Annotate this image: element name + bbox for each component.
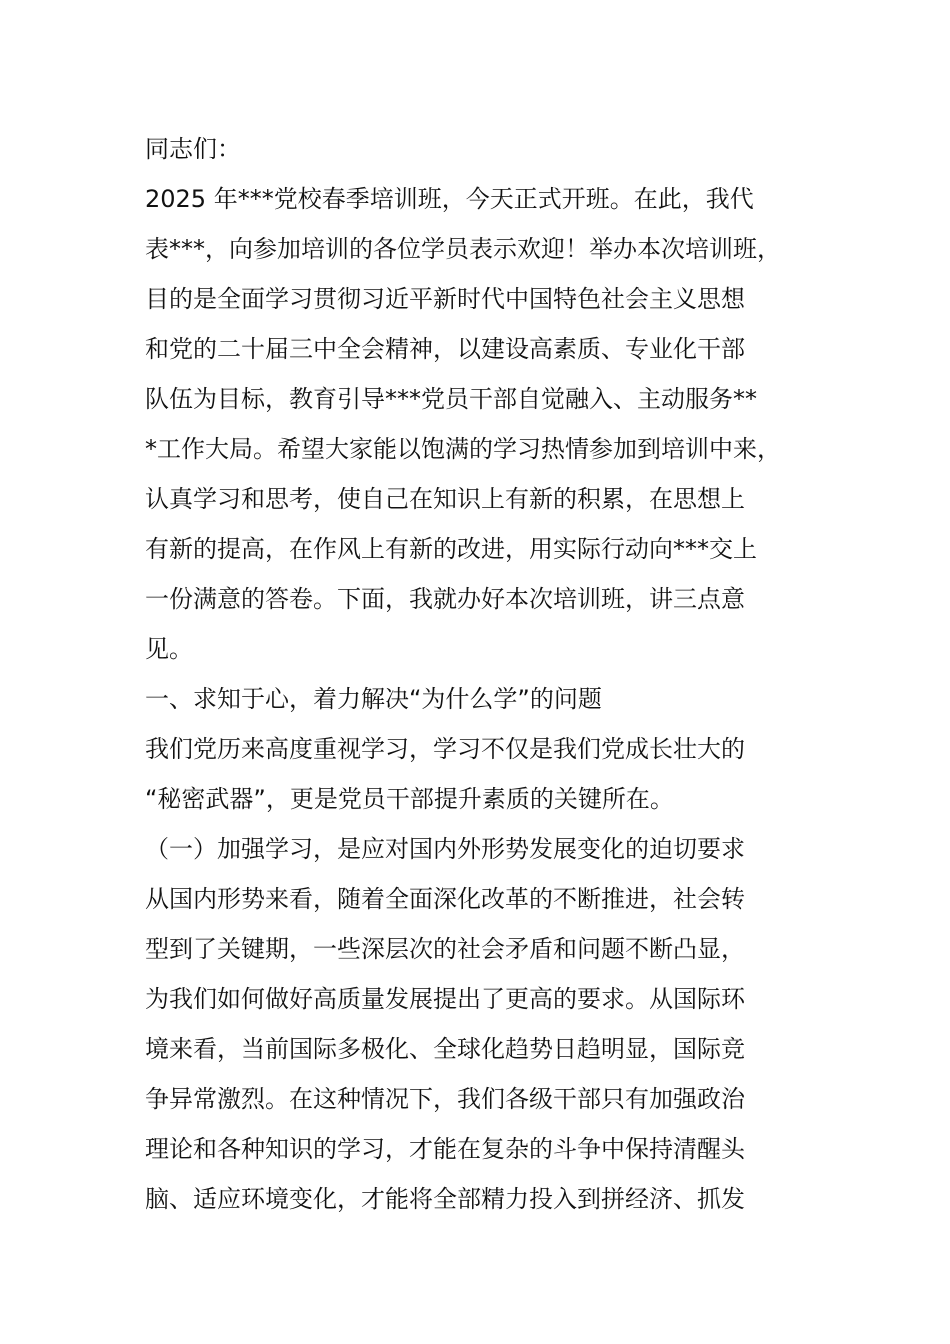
paragraph-line: 目的是全面学习贯彻习近平新时代中国特色社会主义思想: [145, 285, 745, 313]
paragraph-line: 理论和各种知识的学习，才能在复杂的斗争中保持清醒头: [145, 1135, 745, 1163]
paragraph-line: 从国内形势来看，随着全面深化改革的不断推进，社会转: [145, 885, 745, 913]
paragraph-line: 有新的提高，在作风上有新的改进，用实际行动向***交上: [145, 535, 757, 563]
salutation-line: 同志们：: [145, 135, 241, 163]
paragraph-line: 和党的二十届三中全会精神，以建设高素质、专业化干部: [145, 335, 745, 363]
paragraph-line: 队伍为目标，教育引导***党员干部自觉融入、主动服务**: [145, 385, 757, 413]
paragraph-line: 2025 年***党校春季培训班，今天正式开班。在此，我代: [145, 185, 754, 213]
paragraph-line: “秘密武器”，更是党员干部提升素质的关键所在。: [145, 785, 674, 813]
paragraph-line: *工作大局。希望大家能以饱满的学习热情参加到培训中来，: [145, 435, 781, 463]
paragraph-line: 型到了关键期，一些深层次的社会矛盾和问题不断凸显，: [145, 935, 745, 963]
paragraph-line: 脑、适应环境变化，才能将全部精力投入到拼经济、抓发: [145, 1185, 745, 1213]
paragraph-line: 争异常激烈。在这种情况下，我们各级干部只有加强政治: [145, 1085, 745, 1113]
paragraph-line: 为我们如何做好高质量发展提出了更高的要求。从国际环: [145, 985, 745, 1013]
document-body: [145, 124, 845, 1224]
paragraph-line: 认真学习和思考，使自己在知识上有新的积累，在思想上: [145, 485, 745, 513]
section-heading: 一、求知于心，着力解决“为什么学”的问题: [145, 685, 602, 713]
paragraph-line: 一份满意的答卷。下面，我就办好本次培训班，讲三点意: [145, 585, 745, 613]
paragraph-line: 境来看，当前国际多极化、全球化趋势日趋明显，国际竞: [145, 1035, 745, 1063]
paragraph-line: 表***，向参加培训的各位学员表示欢迎！举办本次培训班，: [145, 235, 781, 263]
paragraph-line: 见。: [145, 635, 193, 663]
paragraph-line: 我们党历来高度重视学习，学习不仅是我们党成长壮大的: [145, 735, 745, 763]
subsection-heading: （一）加强学习，是应对国内外形势发展变化的迫切要求: [145, 835, 745, 863]
